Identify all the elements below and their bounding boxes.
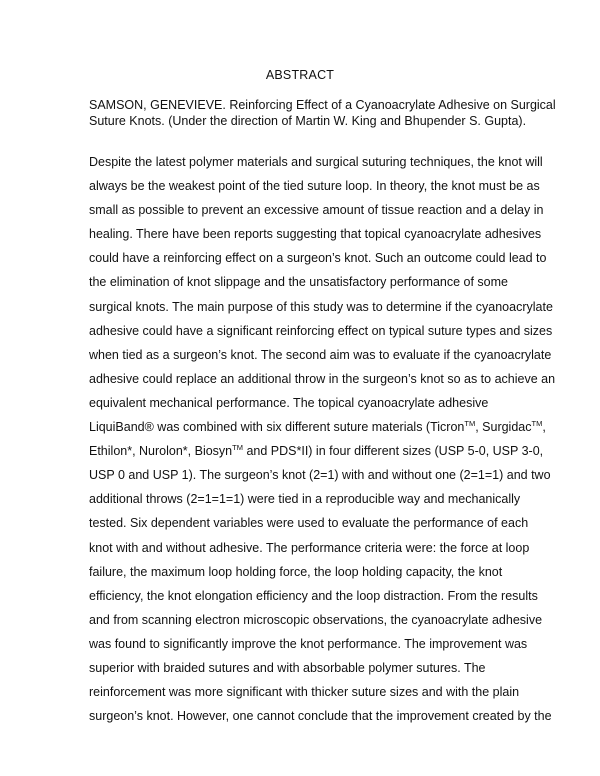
body-text-run: efficiency, the knot elongation efficiency and the loop distraction. From the results (89, 588, 538, 603)
body-line (89, 487, 534, 511)
body-text-run: was found to significantly improve the knot performance. The improvement was (89, 636, 528, 651)
body-line (89, 632, 534, 656)
citation-paragraph (89, 97, 556, 129)
body-text-run: reinforcement was more significant with thicker suture sizes and with the plain (89, 685, 520, 700)
body-text-run: Ethilon*, Nurolon*, Biosyn (89, 444, 233, 459)
body-text-run: LiquiBand® was combined with six different suture materials (Ticron (89, 420, 465, 435)
body-line (89, 463, 551, 487)
body-text-run: could have a reinforcing effect on a surgeon’s knot. Such an outcome could lead to (89, 251, 547, 266)
body-line (89, 511, 534, 535)
abstract-heading: ABSTRACT (265, 68, 335, 82)
body-line (89, 319, 553, 343)
body-line (89, 343, 552, 367)
body-line (89, 222, 542, 246)
body-text-run: , Surgidac (475, 420, 532, 435)
body-text-run: and from scanning electron microscopic observations, the cyanoacrylate adhesive (89, 612, 543, 627)
body-line (89, 584, 538, 608)
body-line (89, 656, 534, 680)
body-text-run: adhesive could replace an additional throw in the surgeon’s knot so as to achieve an (89, 371, 556, 386)
body-text-run: always be the weakest point of the tied suture loop. In theory, the knot must be as (89, 179, 540, 194)
citation-line: SAMSON, GENEVIEVE. Reinforcing Effect of a Cyanoacrylate Adhesive on Surgical (89, 98, 556, 112)
body-text-run: and PDS*II) in four different sizes (USP 5-0, USP 3-0, (242, 444, 544, 459)
trademark-superscript: TM (531, 419, 543, 429)
body-line (89, 295, 553, 319)
body-text-run: , (542, 420, 546, 435)
body-line (89, 150, 543, 174)
body-line (89, 560, 534, 584)
body-text-run: equivalent mechanical performance. The topical cyanoacrylate adhesive (89, 395, 489, 410)
body-text-run: when tied as a surgeon’s knot. The second aim was to evaluate if the cyanoacrylate (89, 347, 552, 362)
body-line (89, 608, 543, 632)
body-text-run: failure, the maximum loop holding force, the loop holding capacity, the knot (89, 564, 503, 579)
body-text-run: superior with braided sutures and with absorbable polymer sutures. The (89, 660, 486, 675)
body-line (89, 536, 534, 560)
body-text-run: the elimination of knot slippage and the unsatisfactory performance of some (89, 275, 508, 290)
body-text-run: surgical knots. The main purpose of this study was to determine if the cyanoacrylate (89, 299, 553, 314)
abstract-body (89, 150, 556, 728)
body-text-run: tested. Six dependent variables were used to evaluate the performance of each (89, 516, 529, 531)
body-line (89, 270, 534, 294)
body-line (89, 439, 544, 463)
body-line (89, 680, 534, 704)
body-line (89, 391, 534, 415)
body-line (89, 704, 552, 728)
body-text-run: surgeon’s knot. However, one cannot conclude that the improvement created by the (89, 709, 552, 724)
body-line (89, 415, 546, 439)
body-line (89, 246, 547, 270)
body-text-run: knot with and without adhesive. The performance criteria were: the force at loop (89, 540, 530, 555)
body-text-run: Despite the latest polymer materials and surgical suturing techniques, the knot will (89, 155, 543, 169)
body-text-run: USP 0 and USP 1). The surgeon’s knot (2=1) with and without one (2=1=1) and two (89, 468, 551, 483)
citation-line: Suture Knots. (Under the direction of Martin W. King and Bhupender S. Gupta). (89, 114, 527, 128)
body-line (89, 198, 544, 222)
body-text-run: healing. There have been reports suggesting that topical cyanoacrylate adhesives (89, 227, 542, 242)
trademark-superscript: TM (464, 419, 476, 429)
body-line (89, 367, 556, 391)
body-text-run: additional throws (2=1=1=1) were tied in a reproducible way and mechanically (89, 492, 521, 507)
body-text-run: small as possible to prevent an excessive amount of tissue reaction and a delay in (89, 203, 544, 218)
body-line (89, 174, 540, 198)
trademark-superscript: TM (232, 443, 243, 453)
body-text-run: adhesive could have a significant reinforcing effect on typical suture types and sizes (89, 323, 553, 338)
